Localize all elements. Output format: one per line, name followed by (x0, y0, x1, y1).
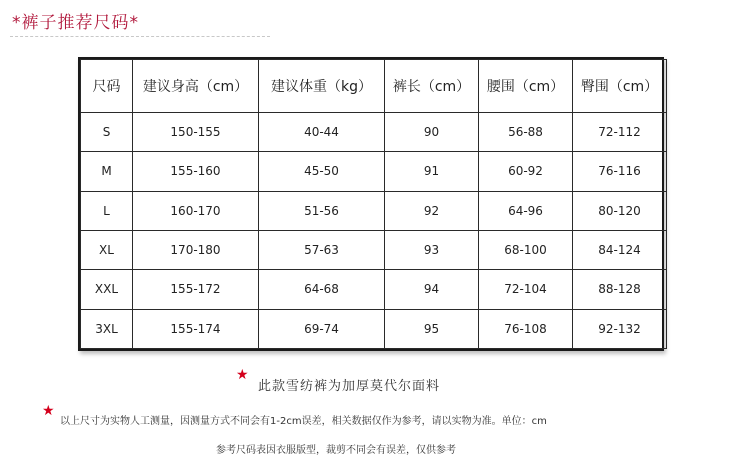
star-icon: ★ (42, 403, 55, 419)
cell-weight: 40-44 (259, 113, 385, 152)
table-row (81, 152, 667, 191)
cell-size: 3XL (81, 309, 133, 348)
cell-weight: 64-68 (259, 270, 385, 309)
measurement-note: 以上尺寸为实物人工测量，因测量方式不同会有1-2cm误差，相关数据仅作为参考，请以实物为准。单位：cm (60, 416, 547, 427)
table-row (81, 230, 667, 269)
cell-hip: 80-120 (573, 191, 667, 230)
header-height: 建议身高（cm） (133, 60, 259, 113)
cell-waist: 60-92 (479, 152, 573, 191)
cell-length: 93 (385, 230, 479, 269)
cell-length: 91 (385, 152, 479, 191)
cell-weight: 57-63 (259, 230, 385, 269)
title-divider (10, 36, 270, 37)
cell-height: 160-170 (133, 191, 259, 230)
cell-weight: 51-56 (259, 191, 385, 230)
cell-waist: 72-104 (479, 270, 573, 309)
cell-waist: 76-108 (479, 309, 573, 348)
header-length: 裤长（cm） (385, 60, 479, 113)
table-row (81, 191, 667, 230)
cell-length: 94 (385, 270, 479, 309)
cell-height: 155-172 (133, 270, 259, 309)
cell-size: XL (81, 230, 133, 269)
cell-size: XXL (81, 270, 133, 309)
cell-height: 170-180 (133, 230, 259, 269)
cell-hip: 84-124 (573, 230, 667, 269)
cell-waist: 68-100 (479, 230, 573, 269)
cell-hip: 92-132 (573, 309, 667, 348)
cell-size: S (81, 113, 133, 152)
cell-hip: 76-116 (573, 152, 667, 191)
cell-length: 95 (385, 309, 479, 348)
cell-waist: 64-96 (479, 191, 573, 230)
cell-hip: 72-112 (573, 113, 667, 152)
cell-height: 155-160 (133, 152, 259, 191)
page-title: *裤子推荐尺码* (12, 13, 139, 33)
cell-size: M (81, 152, 133, 191)
header-size: 尺码 (81, 60, 133, 113)
header-weight: 建议体重（kg） (259, 60, 385, 113)
table-header-row (81, 60, 667, 113)
cell-waist: 56-88 (479, 113, 573, 152)
table-row (81, 270, 667, 309)
cell-height: 150-155 (133, 113, 259, 152)
cell-hip: 88-128 (573, 270, 667, 309)
cell-weight: 69-74 (259, 309, 385, 348)
header-waist: 腰围（cm） (479, 60, 573, 113)
cell-length: 90 (385, 113, 479, 152)
header-hip: 臀围（cm） (573, 60, 667, 113)
cell-weight: 45-50 (259, 152, 385, 191)
table-row (81, 309, 667, 348)
reference-note: 参考尺码表因衣服版型，裁剪不同会有误差，仅供参考 (216, 445, 456, 456)
fabric-note: 此款雪纺裤为加厚莫代尔面料 (258, 379, 441, 394)
size-chart-table (78, 57, 664, 351)
cell-length: 92 (385, 191, 479, 230)
cell-size: L (81, 191, 133, 230)
cell-height: 155-174 (133, 309, 259, 348)
table-row (81, 113, 667, 152)
star-icon: ★ (236, 367, 249, 383)
